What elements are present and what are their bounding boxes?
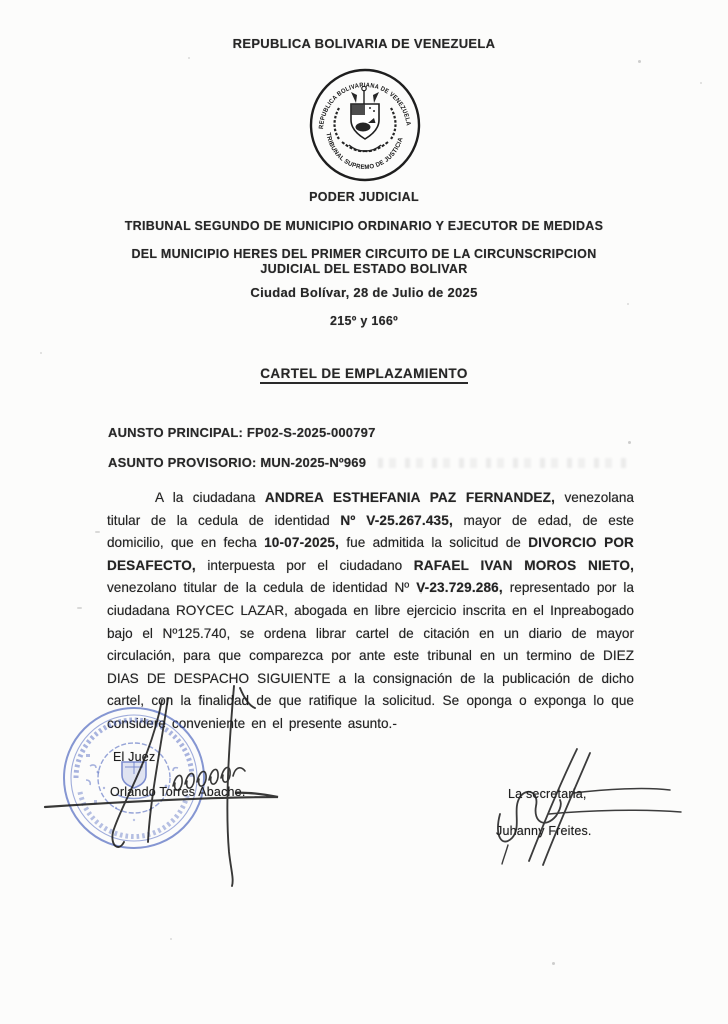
body-bold-segment: V-23.729.286, bbox=[416, 580, 503, 596]
secretary-role-label: La secretaria, bbox=[508, 787, 587, 801]
page-title: REPUBLICA BOLIVARIA DE VENEZUELA bbox=[232, 36, 496, 51]
judge-name-label: Orlando Torres Abache. bbox=[110, 785, 246, 799]
case-provisorio-line: ASUNTO PROVISORIO: MUN-2025-Nº969 bbox=[108, 455, 367, 470]
seal-coat-of-arms-icon bbox=[335, 86, 396, 151]
scan-noise-dot bbox=[40, 352, 42, 354]
seal-bottom-text: TRIBUNAL SUPREMO DE JUSTICIA bbox=[324, 132, 405, 172]
secretary-name-label: Juhanny Freites. bbox=[496, 824, 592, 838]
header-municipio-line1: DEL MUNICIPIO HERES DEL PRIMER CIRCUITO DE LA CIRCUNSCRIPCION bbox=[131, 247, 597, 261]
national-seal-icon bbox=[306, 66, 424, 184]
body-text-segment: interpuesta por el ciudadano bbox=[195, 557, 414, 573]
body-bold-segment: Nº V-25.267.435, bbox=[340, 512, 453, 528]
header-poder-judicial: PODER JUDICIAL bbox=[309, 190, 419, 204]
body-text-segment: representado por la ciudadana ROYCEC LAZAR, abogada en libre ejercicio inscrita en el Inpreabogado bajo el Nº125.740, se ordena librar cartel de citación en un diario de mayor circulación, para que comparezca por ante este tribunal en un termino de DIEZ DIAS DE DESPACHO SIGUIENTE a la consignación de la publicación de dicho cartel, con la finalidad de que ratifique la solicitud. Se oponga o exponga lo que considere conveniente en el presente asunto.- bbox=[107, 580, 634, 731]
body-text-segment: venezolana titular de la cedula de identidad bbox=[107, 490, 634, 528]
date-line: Ciudad Bolívar, 28 de Julio de 2025 bbox=[250, 285, 478, 300]
case-principal-line: AUNSTO PRINCIPAL: FP02-S-2025-000797 bbox=[108, 425, 376, 440]
body-text-segment: mayor de edad, de este domicilio, que en fecha bbox=[107, 512, 634, 551]
secretary-signature-scribble bbox=[498, 749, 681, 865]
body-bold-segment: DIVORCIO POR DESAFECTO, bbox=[107, 535, 635, 573]
scan-noise-dot bbox=[552, 962, 555, 965]
scan-noise-dot bbox=[638, 60, 641, 63]
body-text-segment: A la ciudadana bbox=[155, 490, 265, 505]
header-municipio-line2: JUDICIAL DEL ESTADO BOLIVAR bbox=[260, 262, 468, 276]
body-bold-segment: 10-07-2025, bbox=[264, 535, 340, 551]
judge-role-label: El Juez bbox=[113, 750, 156, 764]
header-tribunal-line: TRIBUNAL SEGUNDO DE MUNICIPIO ORDINARIO Y EJECUTOR DE MEDIDAS bbox=[124, 219, 604, 233]
scan-noise-dot bbox=[627, 303, 629, 305]
scan-noise-dot bbox=[700, 82, 702, 84]
scan-noise-dot bbox=[170, 938, 172, 940]
body-text-segment: venezolano titular de la cedula de identidad Nº bbox=[107, 580, 417, 596]
body-bold-segment: ANDREA ESTHEFANIA PAZ FERNANDEZ, bbox=[264, 490, 556, 505]
court-stamp-icon bbox=[46, 692, 226, 868]
anniversary-line: 215º y 166º bbox=[329, 314, 399, 328]
scan-noise-dot bbox=[628, 441, 631, 444]
ghost-text-artifact bbox=[378, 458, 628, 468]
cartel-title: CARTEL DE EMPLAZAMIENTO bbox=[260, 366, 467, 384]
body-text-segment: fue admitida la solicitud de bbox=[339, 535, 529, 551]
seal-top-text: REPUBLICA BOLIVARIANA DE VENEZUELA bbox=[318, 81, 412, 130]
scan-noise-dot bbox=[77, 607, 82, 609]
scan-noise-dot bbox=[95, 531, 100, 533]
scan-noise-dot bbox=[188, 57, 190, 59]
body-bold-segment: RAFAEL IVAN MOROS NIETO, bbox=[413, 557, 635, 573]
